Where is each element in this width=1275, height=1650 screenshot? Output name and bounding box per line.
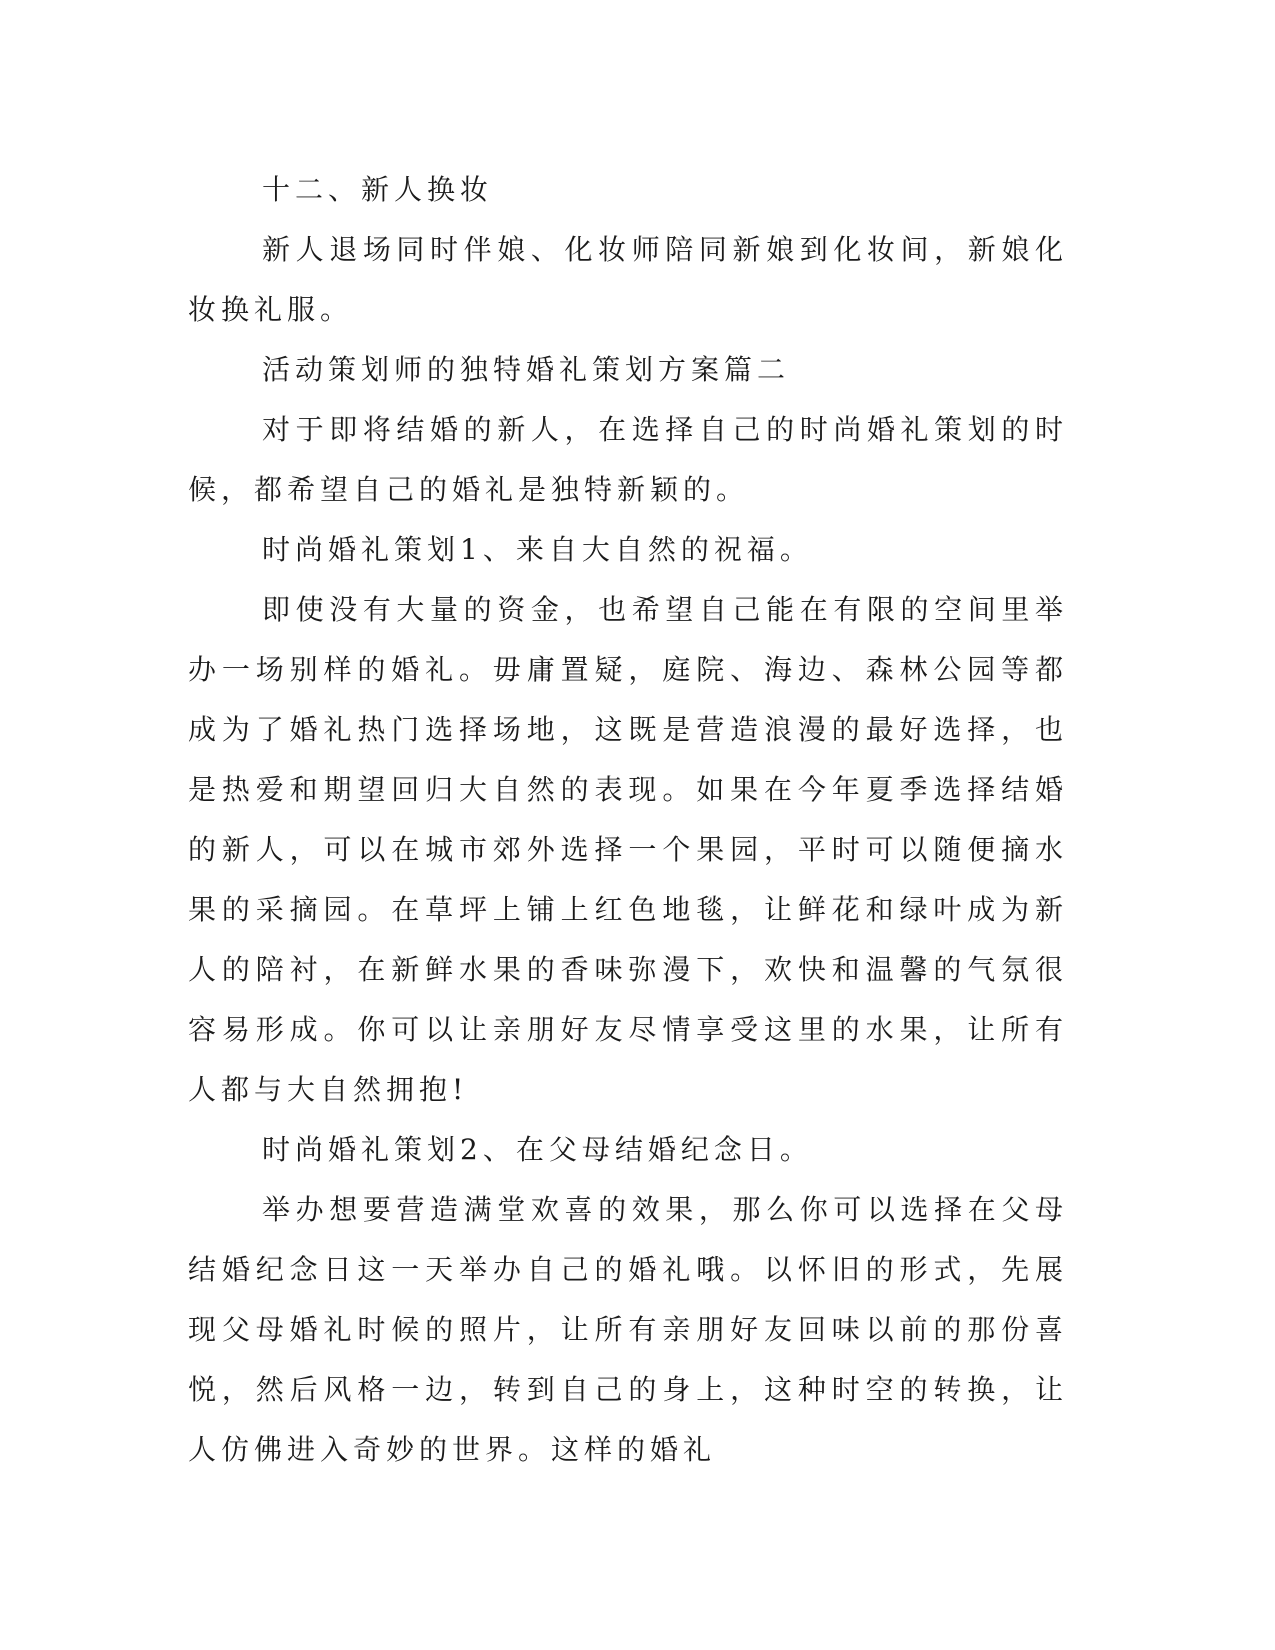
body-paragraph: 对于即将结婚的新人，在选择自己的时尚婚礼策划的时候，都希望自己的婚礼是独特新颖的。	[188, 413, 1068, 506]
body-paragraph: 新人退场同时伴娘、化妆师陪同新娘到化妆间，新娘化妆换礼服。	[188, 233, 1068, 326]
document-body	[188, 160, 1068, 1480]
article-title: 活动策划师的独特婚礼策划方案篇二	[262, 353, 791, 386]
body-paragraph: 举办想要营造满堂欢喜的效果，那么你可以选择在父母结婚纪念日这一天举办自己的婚礼哦。以怀旧的形式，先展现父母婚礼时候的照片，让所有亲朋好友回味以前的那份喜悦，然后风格一边，转到自己的身上，这种时空的转换，让人仿佛进入奇妙的世界。这样的婚礼	[188, 1193, 1068, 1466]
subsection-heading: 时尚婚礼策划2、在父母结婚纪念日。	[262, 1133, 813, 1166]
subsection-heading: 时尚婚礼策划1、来自大自然的祝福。	[262, 533, 813, 566]
section-heading: 十二、新人换妆	[262, 173, 494, 206]
body-paragraph: 即使没有大量的资金，也希望自己能在有限的空间里举办一场别样的婚礼。毋庸置疑，庭院、海边、森林公园等都成为了婚礼热门选择场地，这既是营造浪漫的最好选择，也是热爱和期望回归大自然的表现。如果在今年夏季选择结婚的新人，可以在城市郊外选择一个果园，平时可以随便摘水果的采摘园。在草坪上铺上红色地毯，让鲜花和绿叶成为新人的陪衬，在新鲜水果的香味弥漫下，欢快和温馨的气氛很容易形成。你可以让亲朋好友尽情享受这里的水果，让所有人都与大自然拥抱!	[188, 593, 1068, 1106]
